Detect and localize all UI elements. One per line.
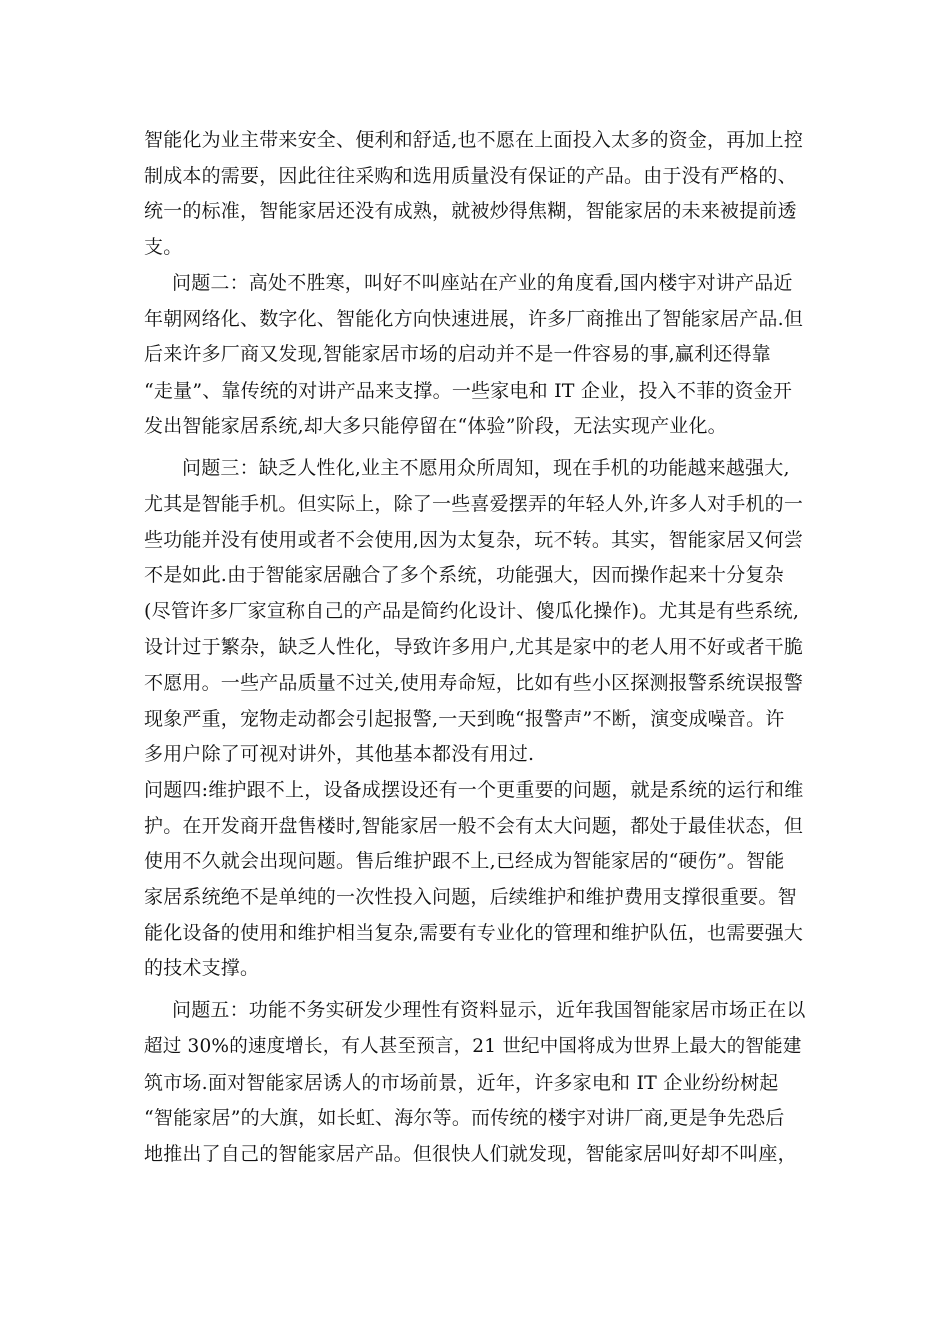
text-line: 问题五：功能不务实研发少理性有资料显示，近年我国智能家居市场正在以 xyxy=(172,999,806,1021)
text-line: 使用不久就会出现问题。售后维护跟不上,已经成为智能家居的“硬伤”。智能 xyxy=(144,850,785,872)
text-line: 不是如此.由于智能家居融合了多个系统，功能强大，因而操作起来十分复杂 xyxy=(144,564,784,586)
text-line: 支。 xyxy=(144,236,183,258)
text-line: 不愿用。一些产品质量不过关,使用寿命短，比如有些小区探测报警系统误报警 xyxy=(144,672,804,694)
text-line: 能化设备的使用和维护相当复杂,需要有专业化的管理和维护队伍，也需要强大 xyxy=(144,922,804,944)
text-line: 制成本的需要，因此往往采购和选用质量没有保证的产品。由于没有严格的、 xyxy=(144,165,797,187)
text-line: 问题二：高处不胜寒，叫好不叫座站在产业的角度看,国内楼宇对讲产品近 xyxy=(172,272,793,294)
text-line: 现象严重，宠物走动都会引起报警,一天到晚“报警声”不断，演变成噪音。许 xyxy=(144,708,785,730)
text-line: 超过 30%的速度增长，有人甚至预言，21 世纪中国将成为世界上最大的智能建 xyxy=(144,1036,802,1057)
text-line: “智能家居”的大旗，如长虹、海尔等。而传统的楼宇对讲厂商,更是争先恐后 xyxy=(144,1107,785,1129)
text-line: 后来许多厂商又发现,智能家居市场的启动并不是一件容易的事,赢利还得靠 xyxy=(144,343,771,365)
text-line: “走量”、靠传统的对讲产品来支撑。一些家电和 IT 企业，投入不菲的资金开 xyxy=(144,380,793,402)
text-line: 统一的标准，智能家居还没有成熟，就被炒得焦糊，智能家居的未来被提前透 xyxy=(144,200,797,222)
text-line: 的技术支撑。 xyxy=(144,957,260,979)
text-line: 地推出了自己的智能家居产品。但很快人们就发现，智能家居叫好却不叫座， xyxy=(144,1143,797,1165)
text-line: 智能化为业主带来安全、便利和舒适,也不愿在上面投入太多的资金，再加上控 xyxy=(144,129,804,151)
text-line: 多用户除了可视对讲外，其他基本都没有用过. xyxy=(144,743,535,765)
text-line: 问题四:维护跟不上，设备成摆设还有一个更重要的问题，就是系统的运行和维 xyxy=(144,779,804,801)
text-line: 护。在开发商开盘售楼时,智能家居一般不会有太大问题，都处于最佳状态，但 xyxy=(144,815,804,837)
text-line: 设计过于繁杂，缺乏人性化，导致许多用户,尤其是家中的老人用不好或者干脆 xyxy=(144,636,804,658)
text-line: 尤其是智能手机。但实际上，除了一些喜爱摆弄的年轻人外,许多人对手机的一 xyxy=(144,493,804,515)
text-line: 筑市场.面对智能家居诱人的市场前景，近年，许多家电和 IT 企业纷纷树起 xyxy=(144,1072,779,1094)
text-line: 年朝网络化、数字化、智能化方向快速进展，许多厂商推出了智能家居产品.但 xyxy=(144,308,804,330)
text-line: 些功能并没有使用或者不会使用,因为太复杂，玩不转。其实，智能家居又何尝 xyxy=(144,529,804,551)
text-line: (尽管许多厂家宣称自己的产品是简约化设计、傻瓜化操作)。尤其是有些系统, xyxy=(144,600,800,622)
text-line: 家居系统绝不是单纯的一次性投入问题，后续维护和维护费用支撑很重要。智 xyxy=(144,886,797,908)
text-line: 问题三：缺乏人性化,业主不愿用众所周知，现在手机的功能越来越强大, xyxy=(182,457,790,479)
text-line: 发出智能家居系统,却大多只能停留在“体验”阶段，无法实现产业化。 xyxy=(144,415,727,437)
